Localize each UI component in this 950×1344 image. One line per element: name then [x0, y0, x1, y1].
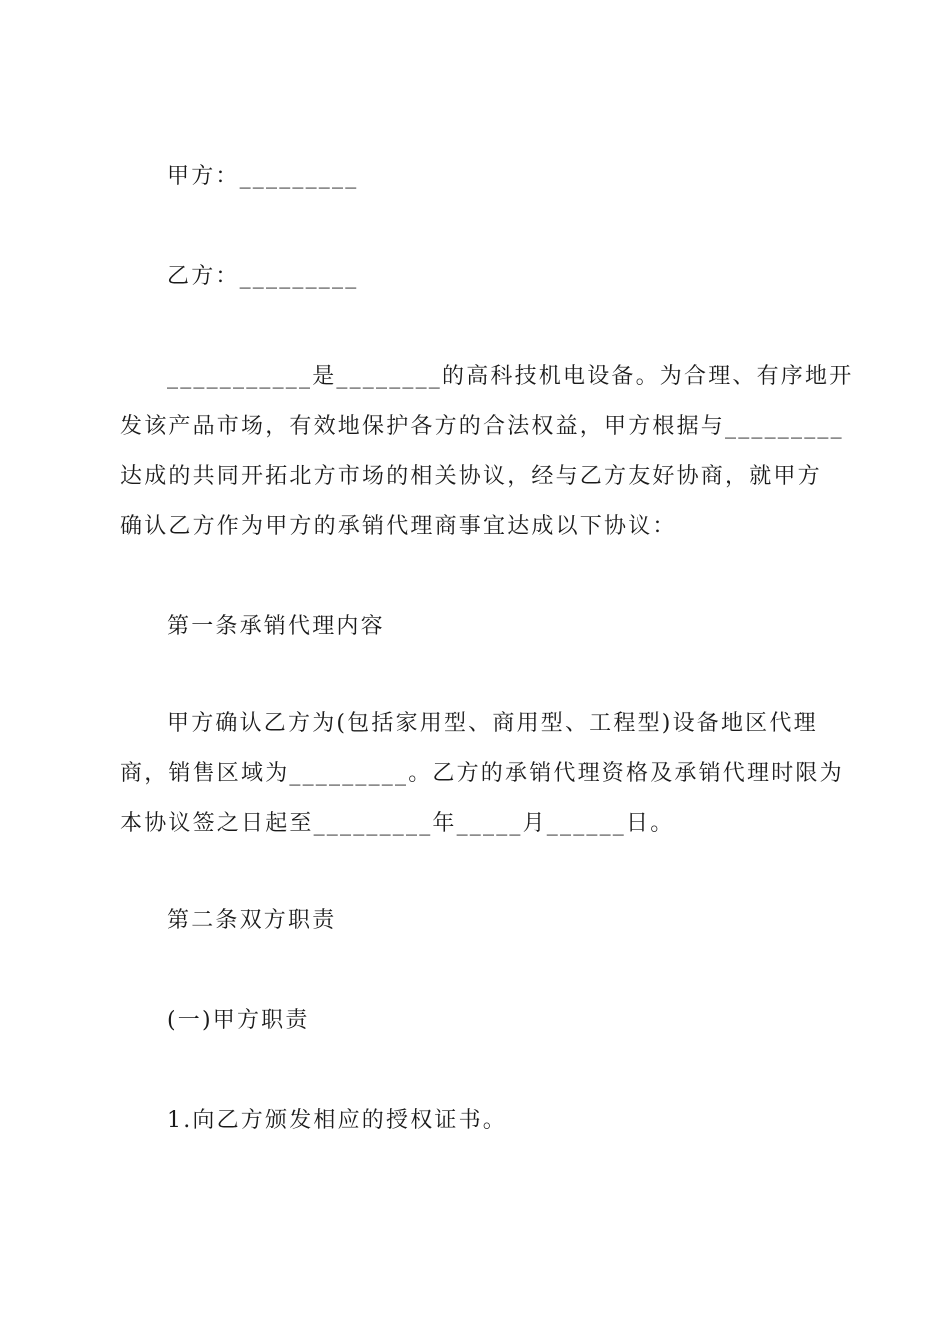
- preamble-line-4: 确认乙方作为甲方的承销代理商事宜达成以下协议：: [120, 514, 677, 539]
- article-2-title: 第二条双方职责: [167, 908, 337, 933]
- preamble-line-2: 发该产品市场，有效地保护各方的合法权益，甲方根据与_________: [120, 414, 844, 439]
- section-a-title: (一)甲方职责: [167, 1008, 310, 1033]
- preamble-line-3: 达成的共同开拓北方市场的相关协议，经与乙方友好协商，就甲方: [120, 464, 822, 489]
- article-1-line-3: 本协议签之日起至_________年_____月______日。: [120, 811, 675, 836]
- list-item: 1.向乙方颁发相应的授权证书。: [167, 1108, 507, 1133]
- article-1-title: 第一条承销代理内容: [167, 614, 385, 639]
- article-1-line-1: 甲方确认乙方为(包括家用型、商用型、工程型)设备地区代理: [167, 711, 818, 736]
- party-b-line: 乙方：_________: [167, 264, 359, 289]
- party-a-line: 甲方：_________: [167, 164, 359, 189]
- article-1-line-2: 商，销售区域为_________。乙方的承销代理资格及承销代理时限为: [120, 761, 844, 786]
- preamble-line-1: ___________是________的高科技机电设备。为合理、有序地开: [167, 364, 854, 389]
